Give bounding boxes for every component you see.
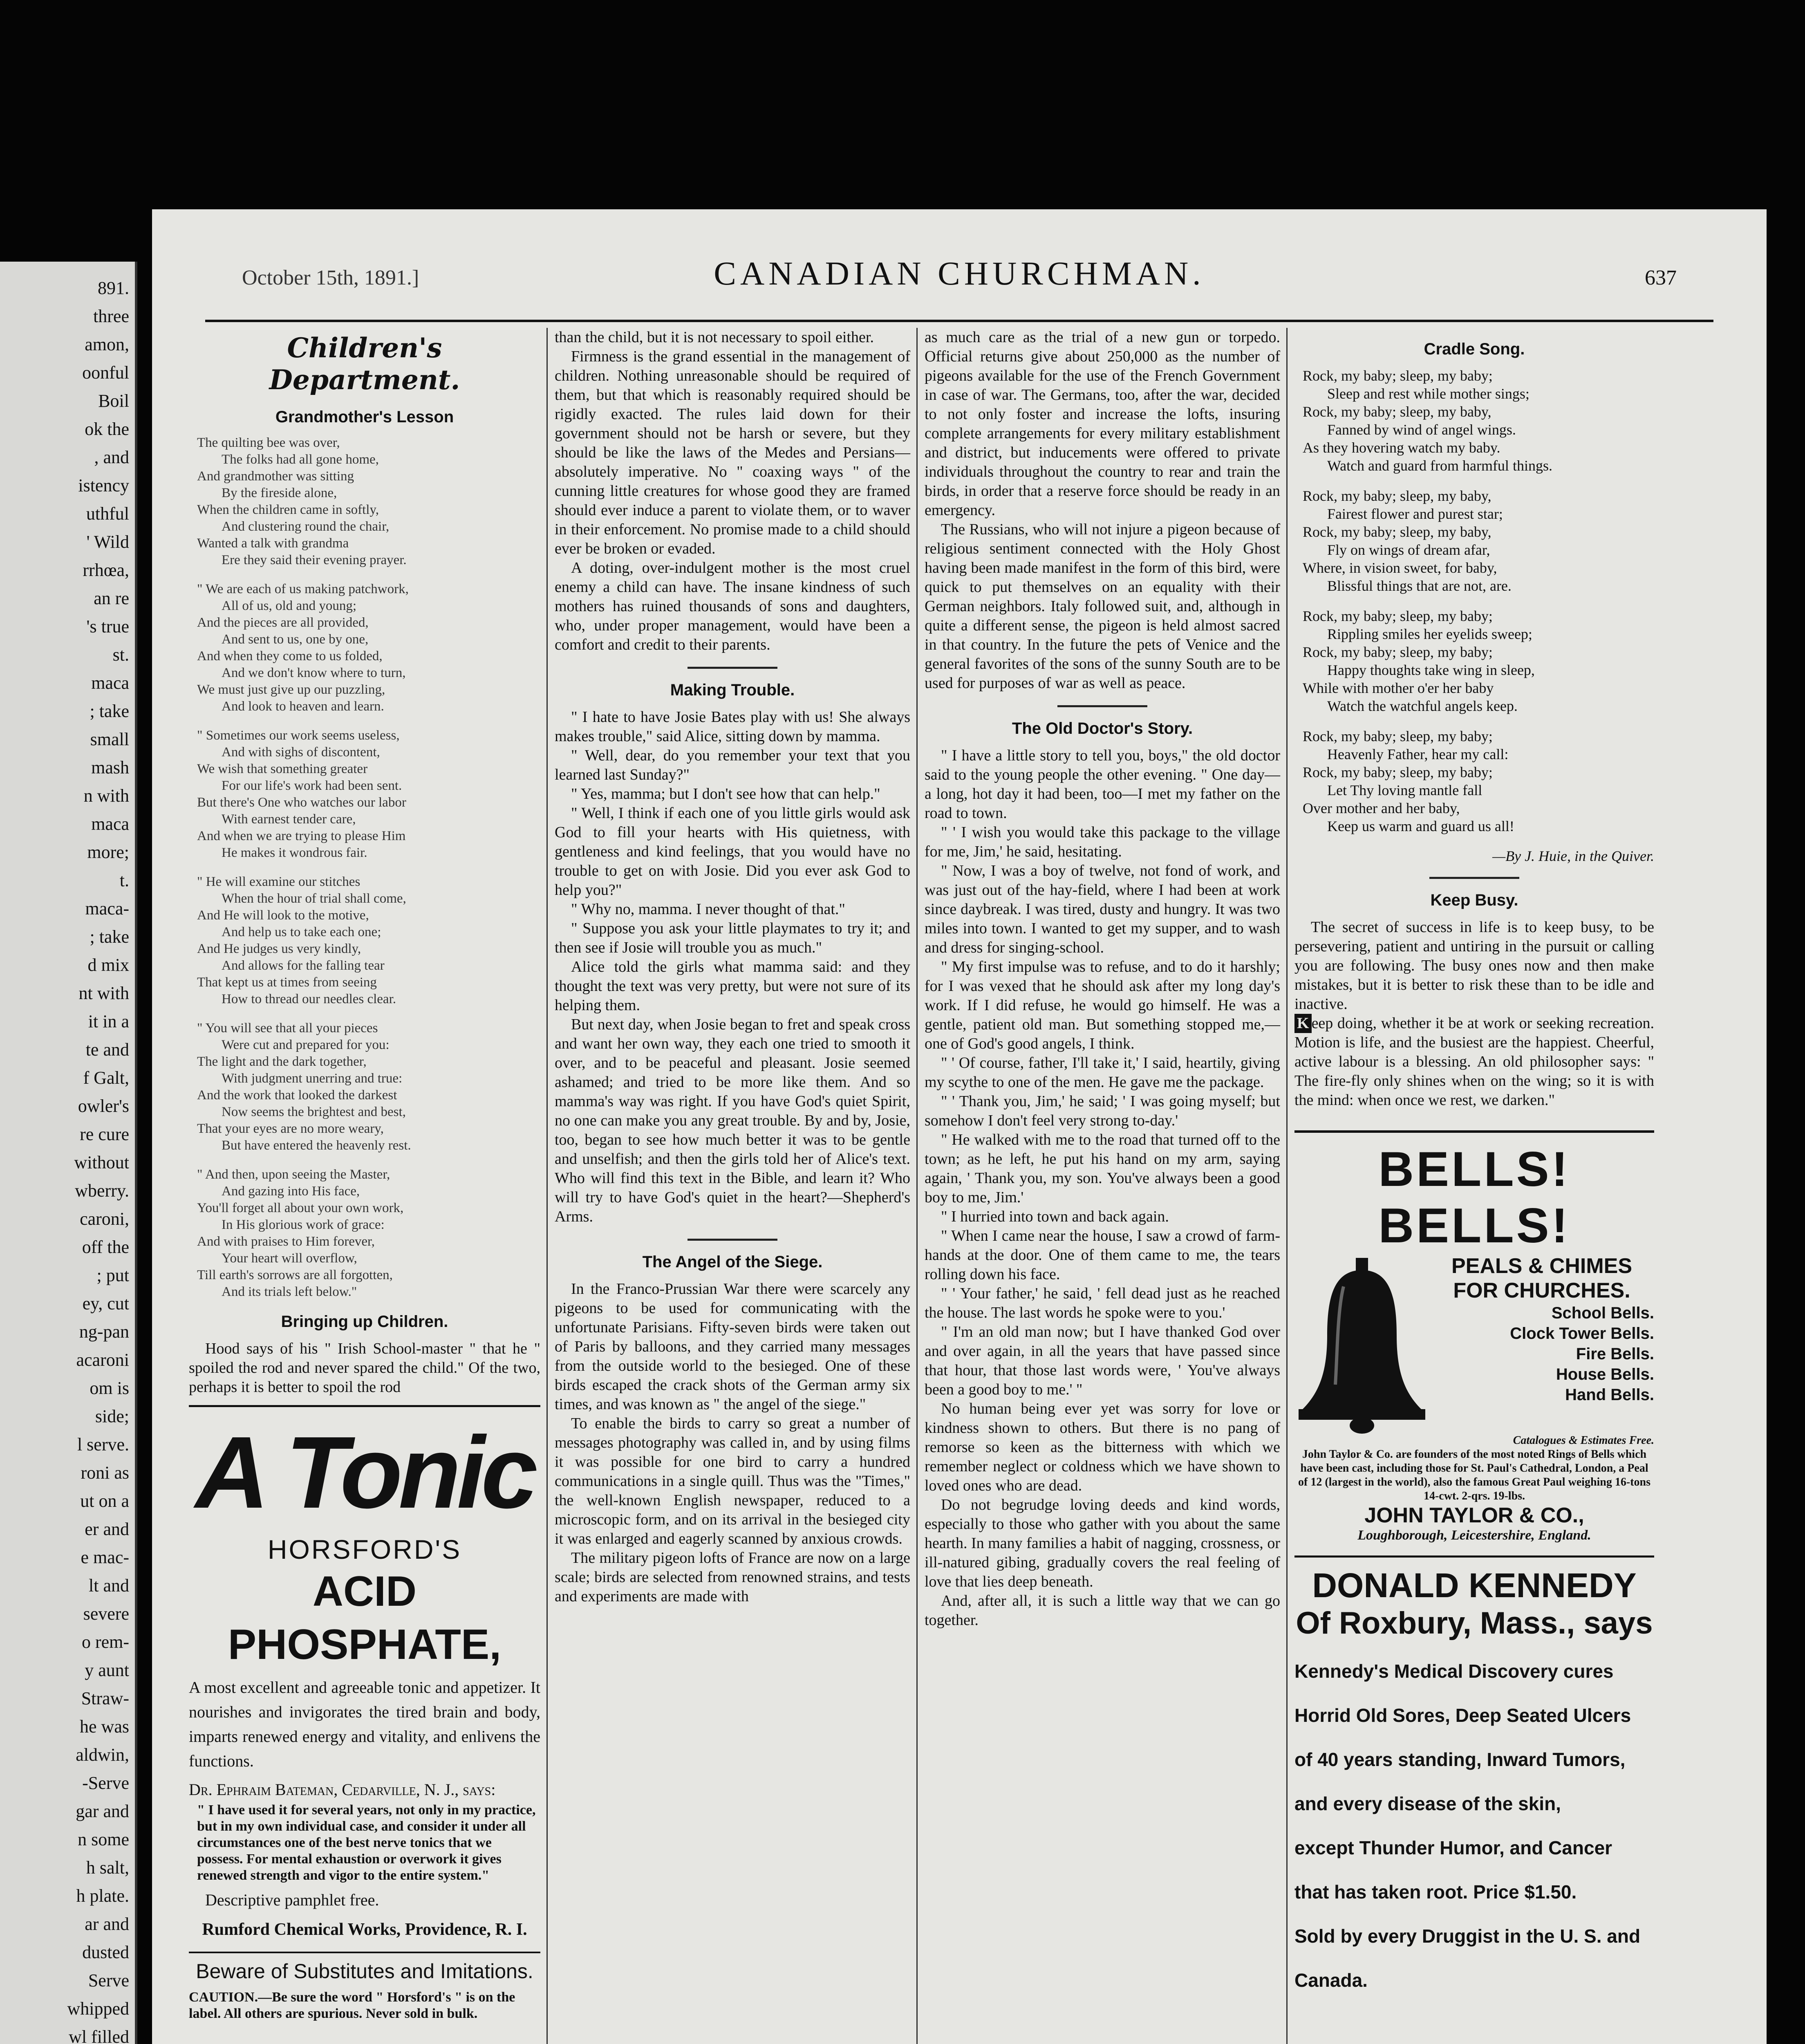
article-title: The Old Doctor's Story. bbox=[1012, 719, 1193, 737]
previous-page-text: , and bbox=[94, 447, 129, 467]
header-rule bbox=[205, 320, 1713, 322]
poem-line: And He will look to the motive, bbox=[197, 908, 369, 923]
poem-line: For our life's work had been sent. bbox=[222, 778, 402, 793]
masthead-title: CANADIAN CHURCHMAN. bbox=[714, 255, 1205, 292]
article-paragraph: " Now, I was a boy of twelve, not fond of work, and was just out of the hay-field, where I had been at work since daybreak. I was tired, dusty and hungry. It was two miles into town. I wanted to get my supper, and to wash and dress for singing-school. bbox=[925, 862, 1280, 956]
previous-page-text: nt with bbox=[78, 983, 129, 1003]
poem-line: And when they come to us folded, bbox=[197, 649, 383, 663]
bells-headline: BELLS! BELLS! bbox=[1378, 1142, 1570, 1253]
bells-description: John Taylor & Co. are founders of the most noted Rings of Bells which have been cast, including those for St. Paul's Cathedral, London, a Peal of 12 (largest in the world), also the famous Great Paul weighing 16-tons 14-cwt. 2-qrs. 19-lbs. bbox=[1298, 1448, 1650, 1502]
article-paragraph: " When I came near the house, I saw a crowd of farm-hands at the door. One of them came to me, the tears rolling down his face. bbox=[925, 1227, 1280, 1283]
previous-page-text: he was bbox=[80, 1717, 129, 1737]
poem-stanza bbox=[1294, 367, 1654, 475]
poem-line: And its trials left below." bbox=[222, 1284, 357, 1299]
bells-item: Clock Tower Bells. bbox=[1510, 1325, 1654, 1342]
poem-line: Sleep and rest while mother sings; bbox=[1327, 385, 1530, 402]
poem-line: But there's One who watches our labor bbox=[197, 795, 406, 810]
poem-line: And with praises to Him forever, bbox=[197, 1234, 375, 1249]
article-title: Making Trouble. bbox=[670, 681, 795, 699]
column-4 bbox=[1294, 328, 1654, 2002]
article-paragraph: Do not begrudge loving deeds and kind words, especially to those who gather with you about the same hearth. In many families a habit of nagging, crossness, or ill-natured gibing, gradually covers the real feeling of love that lies deep beneath. bbox=[925, 1496, 1280, 1590]
section-separator bbox=[688, 667, 777, 669]
poem-line: Fanned by wind of angel wings. bbox=[1327, 421, 1516, 438]
ad-doctor: Dr. Ephraim Bateman, Cedarville, N. J., says: bbox=[189, 1780, 496, 1799]
article-paragraph: The Russians, who will not injure a pigeon because of religious sentiment connected with the Holy Ghost having been made manifest in the form of this bird, were quick to put themselves on an equality with their German neighbors. Italy followed suit, and, although in quite a different sense, the pigeon is held almost sacred in that country. In the future the pets of Venice and the general favorites of the sons of the sunny South are to be used for purposes of war as well as peace. bbox=[925, 521, 1280, 692]
poem-line: Wanted a talk with grandma bbox=[197, 536, 349, 551]
article-title: Bringing up Children. bbox=[281, 1313, 448, 1331]
article-paragraph: " ' Of course, father, I'll take it,' I said, heartily, giving my scythe to one of the men. He gave me the package. bbox=[925, 1054, 1280, 1091]
ad-company: Rumford Chemical Works, Providence, R. I. bbox=[202, 1920, 527, 1939]
poem-line: And gazing into His face, bbox=[222, 1184, 360, 1199]
tonic-advertisement bbox=[189, 1405, 540, 2022]
article-paragraph: " Well, dear, do you remember your text that you learned last Sunday?" bbox=[555, 747, 910, 783]
previous-page-text: wberry. bbox=[75, 1181, 129, 1201]
poem-line: How to thread our needles clear. bbox=[222, 992, 396, 1006]
column-3 bbox=[925, 328, 1280, 1630]
poem-line: Rock, my baby; sleep, my baby; bbox=[1303, 728, 1493, 744]
poem-title: Cradle Song. bbox=[1424, 340, 1525, 358]
poem-line: " He will examine our stitches bbox=[197, 874, 361, 889]
poem-line: And grandmother was sitting bbox=[197, 469, 354, 484]
poem-line: And allows for the falling tear bbox=[222, 958, 385, 973]
poem-line: That kept us at times from seeing bbox=[197, 975, 377, 990]
previous-page-text: n some bbox=[78, 1829, 129, 1849]
article-paragraph: But next day, when Josie began to fret and speak cross and want her own way, they each one tried to smooth it over, and to be peaceful and pleasant. Josie seemed ashamed; and tried to be more like them. And so mamma's way was right. If you have God's quiet Spirit, no one can make you any great trouble. By and by, Josie, too, began to see how much better it was to be gentle and unselfish; and then the girls told her of Alice's text. Who will find this text in the Bible, and learn it? Who will try to have God's quiet in the heart?—Shepherd's Arms. bbox=[555, 1016, 910, 1225]
previous-page-text: om is bbox=[90, 1378, 129, 1398]
previous-page-text: lt and bbox=[89, 1576, 129, 1596]
poem-line: " We are each of us making patchwork, bbox=[197, 582, 409, 596]
previous-page-text: ey, cut bbox=[82, 1293, 129, 1313]
previous-page-text: it in a bbox=[88, 1011, 129, 1031]
previous-page-text: ; take bbox=[90, 927, 129, 947]
previous-page-text: acaroni bbox=[76, 1350, 129, 1370]
previous-page-text: ut on a bbox=[80, 1491, 129, 1511]
previous-page-text: uthful bbox=[86, 504, 129, 524]
kennedy-name: DONALD KENNEDY bbox=[1312, 1566, 1637, 1605]
article-paragraph: The secret of success in life is to keep busy, to be persevering, patient and untiring in the pursuit or calling you are following. The busy ones now and then make mistakes, but it is better to risk these than to be idle and inactive. bbox=[1294, 919, 1654, 1013]
poem-line: Rock, my baby; sleep, my baby, bbox=[1303, 488, 1491, 504]
kennedy-ad-line: that has taken root. Price $1.50. bbox=[1294, 1881, 1577, 1903]
previous-page-text: f Galt, bbox=[83, 1068, 129, 1088]
poem-line: All of us, old and young; bbox=[222, 598, 356, 613]
article-paragraph: " ' Your father,' he said, ' fell dead just as he reached the house. The last words he spoke were to you.' bbox=[925, 1285, 1280, 1321]
poem-line: Rock, my baby; sleep, my baby; bbox=[1303, 644, 1493, 660]
poem-line: Fly on wings of dream afar, bbox=[1327, 542, 1490, 558]
previous-page-text: h salt, bbox=[86, 1858, 129, 1878]
article-paragraph: " He walked with me to the road that turned off to the town; as he left, he put his hand on my arm, saying again, ' Thank you, my son. You've always been a good boy to me, Jim.' bbox=[925, 1131, 1280, 1206]
poem-line: In His glorious work of grace: bbox=[222, 1217, 385, 1232]
column-divider bbox=[546, 328, 548, 2044]
poem-line: When the hour of trial shall come, bbox=[222, 891, 406, 906]
column-1 bbox=[189, 328, 540, 2022]
previous-page-text: istency bbox=[78, 475, 129, 495]
article-paragraph: " My first impulse was to refuse, and to do it harshly; for I was vexed that he should ask after my long day's work. If I did refuse, he would go himself. He was a gentle, patient old man. But something stopped me,—one of God's good angels, I think. bbox=[925, 958, 1280, 1052]
article-paragraph: eep doing, whether it be at work or seeking recreation. Motion is life, and the busiest are the happiest. Cheerful, active labour is a blessing. An old philosopher says: " The fire-fly only shines when on the wing; so it is with the mind: when once we rest, we darken." bbox=[1294, 1015, 1654, 1109]
ad-beware: Beware of Substitutes and Imitations. bbox=[189, 1952, 540, 1983]
previous-page-text: oonful bbox=[82, 363, 129, 383]
poem-line: Over mother and her baby, bbox=[1303, 800, 1460, 816]
drop-cap: K bbox=[1294, 1014, 1312, 1033]
ad-description: A most excellent and agreeable tonic and appetizer. It nourishes and invigorates the tired brain and body, imparts renewed energy and vitality, and enlivens the functions. bbox=[189, 1678, 540, 1770]
ad-caution: CAUTION.—Be sure the word " Horsford's " is on the label. All others are spurious. Never sold in bulk. bbox=[189, 1990, 515, 2021]
article-paragraph: " I hurried into town and back again. bbox=[941, 1208, 1169, 1225]
bells-location: Loughborough, Leicestershire, England. bbox=[1357, 1528, 1591, 1543]
poem-line: The light and the dark together, bbox=[197, 1054, 367, 1069]
article-paragraph: In the Franco-Prussian War there were scarcely any pigeons to be used for communicating with the unfortunate Parisians. Fifty-seven birds were taken out of Paris by balloons, and they carried many messages from the outside world to the besieged. One of these birds escaped the crack shots of the German army six times, and was known as " the angel of the siege." bbox=[555, 1280, 910, 1413]
poem-line: Where, in vision sweet, for baby, bbox=[1303, 560, 1497, 576]
previous-page-text: side; bbox=[95, 1406, 129, 1426]
poem-line: Rock, my baby; sleep, my baby; bbox=[1303, 764, 1493, 780]
poem-stanza bbox=[1294, 607, 1654, 715]
poem-line: And look to heaven and learn. bbox=[222, 699, 384, 714]
previous-page-text: amon, bbox=[85, 334, 129, 354]
poem-line: You'll forget all about your own work, bbox=[197, 1201, 404, 1215]
newspaper-page bbox=[152, 209, 1767, 2044]
poem-line: Happy thoughts take wing in sleep, bbox=[1327, 662, 1535, 678]
poem-line: The quilting bee was over, bbox=[197, 435, 340, 450]
poem-line: We must just give up our puzzling, bbox=[197, 682, 385, 697]
previous-page-text: three bbox=[93, 306, 129, 326]
poem-attribution: —By J. Huie, in the Quiver. bbox=[1492, 848, 1654, 864]
previous-page-text: re cure bbox=[80, 1124, 129, 1144]
ad-pamphlet: Descriptive pamphlet free. bbox=[205, 1891, 379, 1909]
kennedy-ad-line: Sold by every Druggist in the U. S. and Canada. bbox=[1294, 1925, 1641, 1991]
previous-page-text: more; bbox=[87, 842, 129, 862]
bells-advertisement bbox=[1294, 1130, 1654, 1543]
poem-line: Rippling smiles her eyelids sweep; bbox=[1327, 626, 1532, 642]
poem-line: Rock, my baby; sleep, my baby, bbox=[1303, 403, 1491, 420]
previous-page-text: ' Wild bbox=[86, 532, 129, 552]
article-paragraph: Hood says of his " Irish School-master " that he " spoiled the rod and never spared the child." Of the two, perhaps it is better to spoil the rod bbox=[189, 1340, 540, 1396]
poem-line: And we don't know where to turn, bbox=[222, 666, 406, 680]
section-separator bbox=[688, 1239, 777, 1241]
poem-line: " You will see that all your pieces bbox=[197, 1021, 378, 1035]
poem-stanza bbox=[189, 1020, 540, 1154]
article-paragraph: " I hate to have Josie Bates play with us! She always makes trouble," said Alice, sitting down by mamma. bbox=[555, 708, 910, 745]
previous-page-text: h plate. bbox=[76, 1886, 129, 1906]
poem-stanza bbox=[189, 727, 540, 861]
previous-page-text: dusted bbox=[82, 1942, 129, 1962]
poem-line: Were cut and prepared for you: bbox=[222, 1038, 390, 1052]
poem-line: Blissful things that are not, are. bbox=[1327, 578, 1512, 594]
poem-line: And He judges us very kindly, bbox=[197, 941, 361, 956]
issue-date: October 15th, 1891.] bbox=[242, 266, 419, 289]
bells-catalogues: Catalogues & Estimates Free. bbox=[1513, 1434, 1654, 1447]
poem-line: And clustering round the chair, bbox=[222, 519, 390, 534]
poem-line: With judgment unerring and true: bbox=[222, 1071, 403, 1086]
previous-page-text: n with bbox=[83, 786, 129, 806]
poem-line: Let Thy loving mantle fall bbox=[1327, 782, 1483, 798]
section-separator bbox=[1057, 705, 1147, 707]
poem-line: Heavenly Father, hear my call: bbox=[1327, 746, 1509, 762]
previous-page-text: maca bbox=[91, 673, 129, 693]
cradle-song-poem bbox=[1294, 367, 1654, 835]
article-paragraph: than the child, but it is not necessary to spoil either. bbox=[555, 329, 874, 346]
poem-line: Rock, my baby; sleep, my baby, bbox=[1303, 524, 1491, 540]
previous-page-text: whipped bbox=[67, 1999, 129, 2019]
grandmothers-lesson-poem bbox=[189, 435, 540, 1300]
previous-page-text: 891. bbox=[98, 278, 129, 298]
article-paragraph: " ' Thank you, Jim,' he said; ' I was going myself; but somehow I don't feel very strong to-day.' bbox=[925, 1093, 1280, 1129]
bells-subheadline: FOR CHURCHES. bbox=[1453, 1279, 1630, 1302]
previous-page-text: ; put bbox=[96, 1265, 129, 1285]
poem-line: Rock, my baby; sleep, my baby; bbox=[1303, 608, 1493, 624]
poem-line: Rock, my baby; sleep, my baby; bbox=[1303, 368, 1493, 384]
article-paragraph: The military pigeon lofts of France are now on a large scale; birds are selected from renowned strains, and tests and experiments are made with bbox=[555, 1549, 910, 1605]
previous-page-text: maca bbox=[91, 814, 129, 834]
article-paragraph: " Yes, mamma; but I don't see how that can help." bbox=[571, 785, 880, 802]
previous-page-text: 's true bbox=[86, 616, 129, 637]
previous-page-text: owler's bbox=[78, 1096, 129, 1116]
kennedy-ad-line: except Thunder Humor, and Cancer bbox=[1294, 1837, 1612, 1858]
ad-headline: A Tonic bbox=[195, 1415, 534, 1529]
poem-stanza bbox=[189, 581, 540, 715]
kennedy-location: Of Roxbury, Mass., says bbox=[1296, 1606, 1653, 1641]
poem-line: When the children came in softly, bbox=[197, 502, 379, 517]
article-paragraph: " Well, I think if each one of you little girls would ask God to fill your hearts with His quietness, with gentleness and kind feelings, that you would have no trouble to get on with Josie. Did you ever ask God to help you?" bbox=[555, 805, 910, 899]
poem-line: By the fireside alone, bbox=[222, 486, 337, 500]
article-paragraph: " I have a little story to tell you, boys," the old doctor said to the young people the other evening. " One day—a long, hot day it had been, too—I met my father on the road to town. bbox=[925, 747, 1280, 822]
article-paragraph: No human being ever yet was sorry for love or kindness shown to others. But there is no pang of remorse so keen as the bitterness with which we remember neglect or coldness which we have shown to loved ones who are dead. bbox=[925, 1400, 1280, 1494]
previous-page-text: small bbox=[90, 729, 129, 749]
article-title: Keep Busy. bbox=[1430, 891, 1518, 909]
article-paragraph: And, after all, it is such a little way that we can go together. bbox=[925, 1592, 1280, 1629]
kennedy-ad-line: of 40 years standing, Inward Tumors, and every disease of the skin, bbox=[1294, 1749, 1626, 1814]
article-paragraph: A doting, over-indulgent mother is the most cruel enemy a child can have. The insane kindness of such mothers has ruined thousands of sons and daughters, who, under proper management, would have been a comfort and credit to their parents. bbox=[555, 559, 910, 653]
poem-line: The folks had all gone home, bbox=[222, 452, 379, 467]
previous-page-text: caroni, bbox=[80, 1209, 129, 1229]
poem-line: That your eyes are no more weary, bbox=[197, 1121, 384, 1136]
article-paragraph: To enable the birds to carry so great a number of messages photography was called in, and by using films it was possible for one bird to carry a hundred communications in a single quill. Thus was the "Times," the well-known English newspaper, reduced to a microscopic form, and on its arrival in the besieged city it was enlarged and eagerly scanned by anxious crowds. bbox=[555, 1415, 910, 1547]
previous-page-text: Boil bbox=[98, 391, 129, 411]
previous-page-text: -Serve bbox=[82, 1773, 129, 1793]
previous-page-text: o rem- bbox=[81, 1632, 129, 1652]
previous-page-text: y aunt bbox=[85, 1660, 129, 1680]
article-paragraph: " Suppose you ask your little playmates to try it; and then see if Josie will trouble you as much." bbox=[555, 920, 910, 956]
poem-stanza bbox=[189, 435, 540, 569]
poem-stanza bbox=[189, 874, 540, 1008]
previous-page-text: aldwin, bbox=[76, 1745, 129, 1765]
previous-page-text: Straw- bbox=[81, 1688, 129, 1708]
previous-page-text: er and bbox=[85, 1519, 129, 1539]
poem-line: Ere they said their evening prayer. bbox=[222, 553, 407, 567]
poem-stanza bbox=[1294, 487, 1654, 595]
poem-title: Grandmother's Lesson bbox=[275, 408, 454, 426]
article-paragraph: Firmness is the grand essential in the management of children. Nothing unreasonable should be required of them, but that which is reasonably required should be rigidly exacted. The rules laid down for their government should not be harsh or severe, but they should be like the laws of the Medes and Persians—absolutely imperative. No " coaxing ways " of the cunning little creatures for whose good they are framed should ever induce a parent to violate them, or to waver in their enforcement. No promise made to a child should ever be broken or evaded. bbox=[555, 348, 910, 557]
article-paragraph: Alice told the girls what mamma said: and they thought the text was very pretty, but were not sure of its helping them. bbox=[555, 958, 910, 1014]
previous-page-text: without bbox=[74, 1152, 129, 1172]
ad-product: ACID PHOSPHATE, bbox=[228, 1568, 502, 1668]
kennedy-advertisement bbox=[1294, 1555, 1654, 2002]
poem-line: Watch the watchful angels keep. bbox=[1327, 698, 1518, 714]
poem-line: While with mother o'er her baby bbox=[1303, 680, 1494, 696]
article-paragraph: as much care as the trial of a new gun or torpedo. Official returns give about 250,000 as the number of pigeons available for the use of the French Government in case of war. The Germans, too, after the war, decided to not only foster and increase the lofts, insuring complete arrangements for every military establishment and district, but inducements were offered to private individuals throughout the country to rear and train the birds, in order that a reserve force should be ready in an emergency. bbox=[925, 329, 1280, 519]
article-title: The Angel of the Siege. bbox=[642, 1253, 823, 1271]
poem-line: Your heart will overflow, bbox=[222, 1251, 357, 1266]
column-2 bbox=[555, 328, 910, 1606]
poem-line: And the pieces are all provided, bbox=[197, 615, 369, 630]
column-divider bbox=[1286, 328, 1288, 2044]
article-paragraph: " I'm an old man now; but I have thanked God over and over again, in all the years that have passed since that hour, that those last words were, ' You've always been a good boy to me.' " bbox=[925, 1323, 1280, 1398]
poem-line: We wish that something greater bbox=[197, 762, 368, 776]
previous-page-text: ok the bbox=[85, 419, 129, 439]
column-divider bbox=[916, 328, 918, 2044]
ad-testimonial: " I have used it for several years, not only in my practice, but in my own individual case, and consider it under all circumstances one of the best nerve tonics that we possess. For mental exhaustion or overwork it gives renewed strength and vigor to the entire system." bbox=[197, 1802, 536, 1883]
poem-line: And help us to take each one; bbox=[222, 925, 381, 939]
previous-page-text: an re bbox=[94, 588, 129, 608]
poem-line: Now seems the brightest and best, bbox=[222, 1105, 406, 1119]
poem-line: " And then, upon seeing the Master, bbox=[197, 1167, 390, 1182]
previous-page-text: maca- bbox=[85, 899, 129, 919]
previous-page-text: rrhœa, bbox=[83, 560, 129, 580]
poem-line: But have entered the heavenly rest. bbox=[222, 1138, 411, 1153]
bell-icon bbox=[1294, 1254, 1429, 1434]
poem-line: As they hovering watch my baby. bbox=[1303, 439, 1500, 456]
previous-page-text: mash bbox=[91, 758, 129, 778]
page-number: 637 bbox=[1645, 266, 1677, 289]
poem-stanza bbox=[189, 1166, 540, 1300]
bells-item: House Bells. bbox=[1556, 1365, 1654, 1383]
poem-line: And sent to us, one by one, bbox=[222, 632, 369, 647]
kennedy-ad-line: Horrid Old Sores, Deep Seated Ulcers bbox=[1294, 1705, 1631, 1726]
previous-page-text: ng-pan bbox=[79, 1322, 129, 1342]
previous-page-text: ; take bbox=[90, 701, 129, 721]
previous-page-text: te and bbox=[85, 1040, 129, 1060]
ad-brand: HORSFORD'S bbox=[267, 1534, 462, 1564]
article-paragraph: " Why no, mamma. I never thought of that." bbox=[571, 901, 845, 918]
bells-subheadline: PEALS & CHIMES bbox=[1451, 1254, 1633, 1278]
department-title: Children's Department. bbox=[269, 332, 460, 396]
previous-page-text: gar and bbox=[76, 1801, 129, 1821]
previous-page-text: l serve. bbox=[77, 1434, 129, 1455]
poem-line: With earnest tender care, bbox=[222, 812, 356, 827]
poem-line: And when we are trying to please Him bbox=[197, 829, 406, 843]
poem-line: " Sometimes our work seems useless, bbox=[197, 728, 400, 743]
poem-line: Till earth's sorrows are all forgotten, bbox=[197, 1268, 393, 1282]
previous-page-text: e mac- bbox=[81, 1547, 129, 1567]
previous-page-text: t. bbox=[119, 870, 129, 890]
bells-item: School Bells. bbox=[1551, 1304, 1654, 1322]
poem-line: Fairest flower and purest star; bbox=[1327, 506, 1503, 522]
previous-page-text: d mix bbox=[87, 955, 129, 975]
previous-page-text: Serve bbox=[88, 1970, 129, 1990]
previous-page-strip bbox=[0, 262, 137, 2044]
poem-line: He makes it wondrous fair. bbox=[222, 845, 367, 860]
section-separator bbox=[1429, 877, 1519, 879]
poem-stanza bbox=[1294, 727, 1654, 835]
bells-item: Fire Bells. bbox=[1576, 1345, 1654, 1363]
bells-item: Hand Bells. bbox=[1565, 1386, 1654, 1404]
previous-page-text: roni as bbox=[81, 1463, 129, 1483]
bells-company: JOHN TAYLOR & CO., bbox=[1364, 1504, 1584, 1527]
previous-page-text: st. bbox=[112, 645, 129, 665]
poem-line: And the work that looked the darkest bbox=[197, 1088, 397, 1103]
article-paragraph: " ' I wish you would take this package to the village for me, Jim,' he said, hesitating. bbox=[925, 824, 1280, 860]
poem-line: Watch and guard from harmful things. bbox=[1327, 457, 1552, 474]
page-header bbox=[152, 254, 1767, 303]
previous-page-text: off the bbox=[82, 1237, 129, 1257]
previous-page-text: severe bbox=[83, 1604, 129, 1624]
previous-page-text: wl filled bbox=[69, 2027, 129, 2044]
poem-line: And with sighs of discontent, bbox=[222, 745, 380, 760]
kennedy-ad-line: Kennedy's Medical Discovery cures bbox=[1294, 1661, 1614, 1682]
previous-page-text: ar and bbox=[85, 1914, 129, 1934]
poem-line: Keep us warm and guard us all! bbox=[1327, 818, 1514, 834]
